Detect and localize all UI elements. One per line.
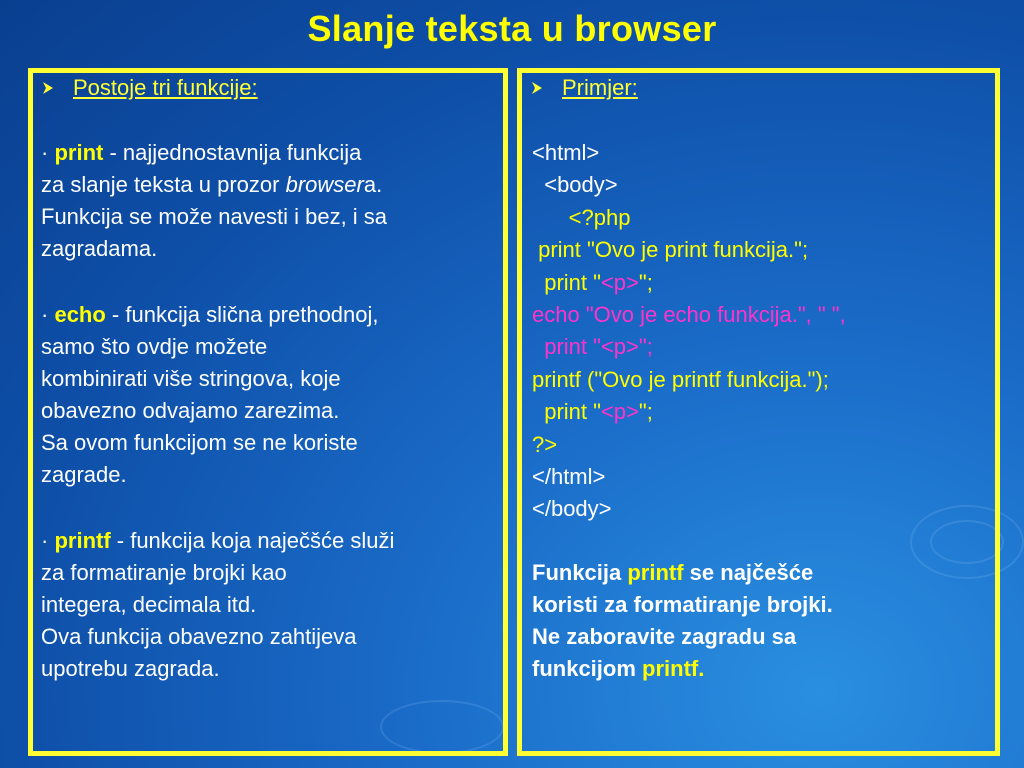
left-bullet [41, 75, 258, 101]
echo-keyword: echo [54, 302, 106, 327]
left-panel [28, 68, 508, 756]
printf-keyword: printf [54, 528, 111, 553]
right-panel [517, 68, 1000, 756]
right-bullet-label: Primjer: [562, 75, 638, 100]
code-example: <html> <body> <?php print "Ovo je print funkcija."; print "<p>"; echo "Ovo je echo funkcija.", " ", print "<p>"; printf ("Ovo je printf funkcija."); print "<p>"; ?> </html> </body> [532, 140, 846, 522]
right-bullet [530, 75, 638, 101]
slide-title: Slanje teksta u browser [307, 8, 717, 49]
echo-section: · echo - funkcija slična prethodnoj, samo što ovdje možete kombinirati više stringova, koje obavezno odvajamo zarezima. Sa ovom funkcijom se ne koriste zagrade. [41, 302, 379, 487]
printf-section: · printf - funkcija koja naječšće služi za formatiranje brojki kao integera, decimala itd. Ova funkcija obavezno zahtijeva upotrebu zagrada. [41, 528, 395, 681]
print-section: · print - najjednostavnija funkcija za slanje teksta u prozor browsera. Funkcija se može navesti i bez, i sa zagradama. [41, 140, 388, 261]
arrow-bullet-icon [41, 79, 59, 100]
left-bullet-label: Postoje tri funkcije: [73, 75, 258, 100]
print-keyword: print [54, 140, 104, 165]
arrow-bullet-icon [530, 79, 548, 100]
printf-note: Funkcija printf se najčešće koristi za formatiranje brojki. Ne zaboravite zagradu sa funkcijom printf. [532, 560, 833, 681]
